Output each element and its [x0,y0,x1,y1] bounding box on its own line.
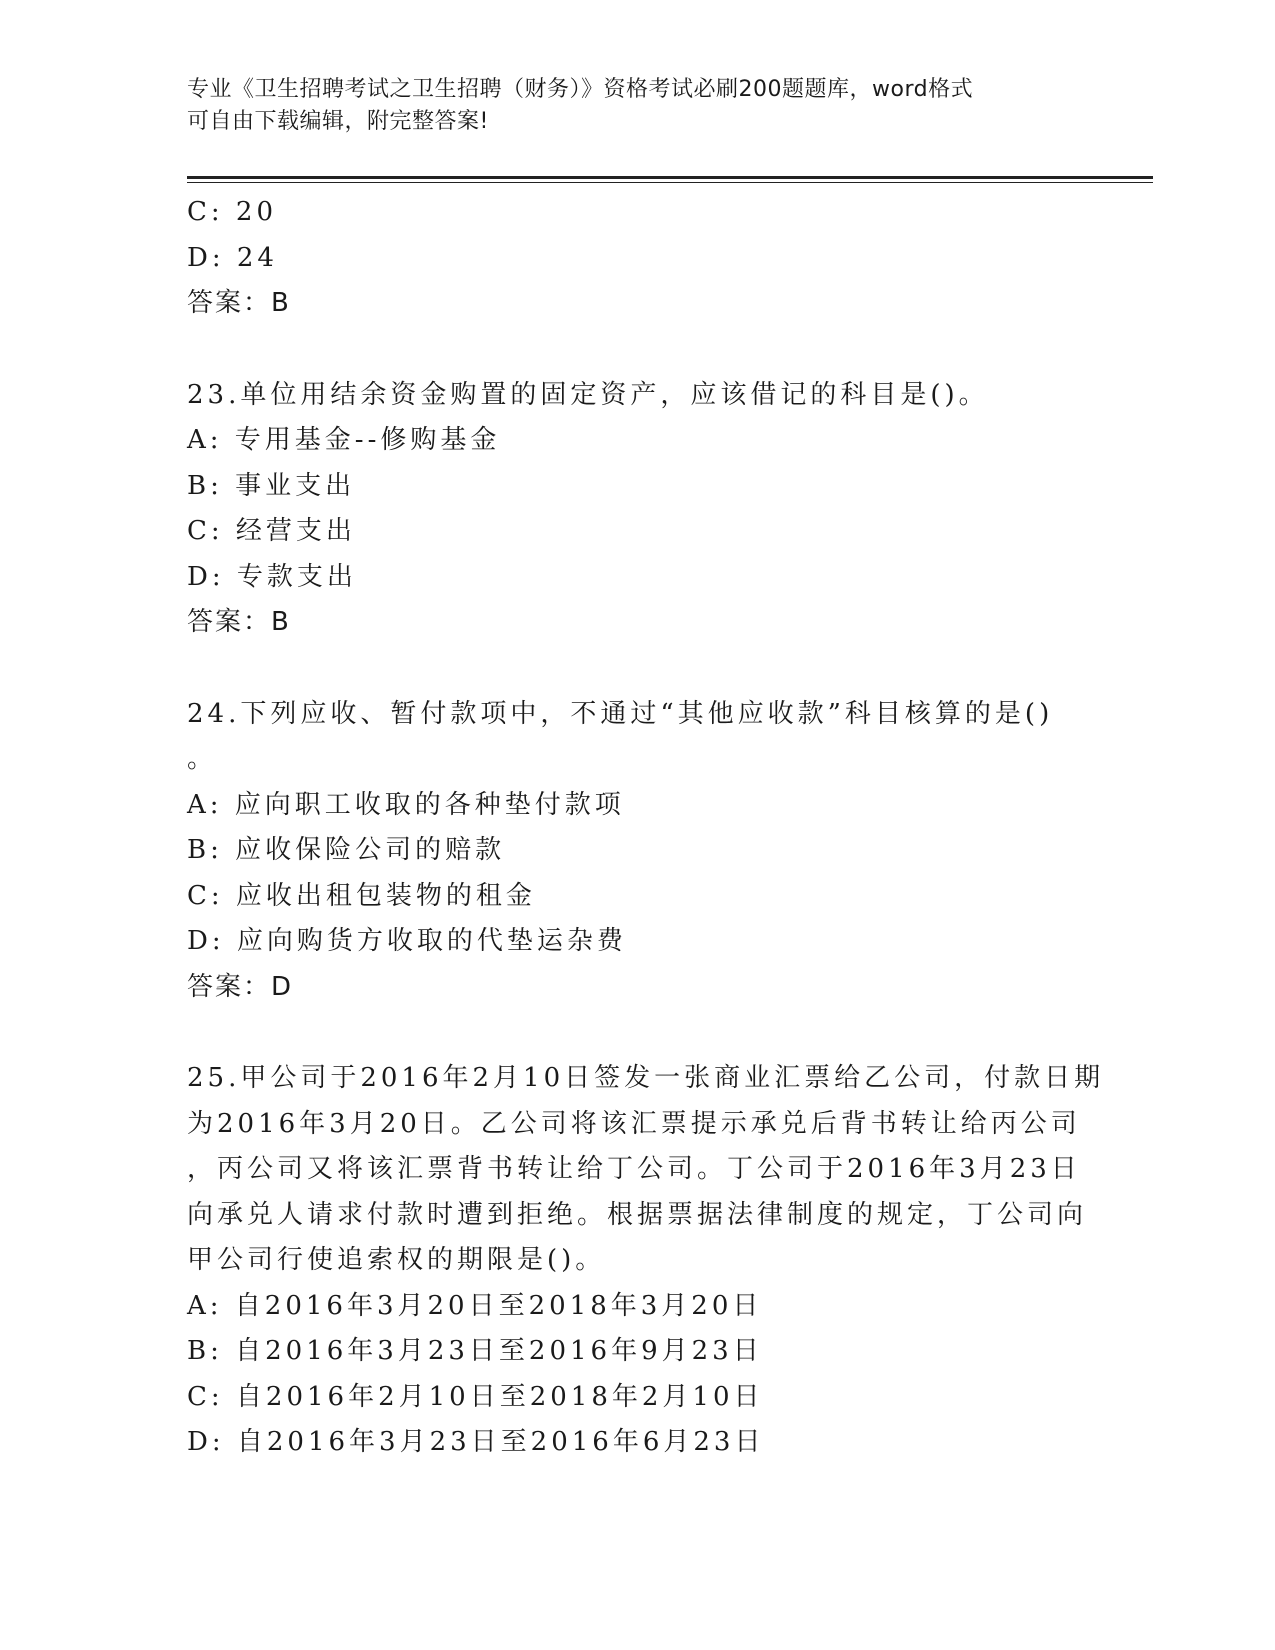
q22-option-d: D: 24 [187,242,278,273]
header-title-line-1: 专业《卫生招聘考试之卫生招聘（财务）》资格考试必刷200题题库，word格式 [187,77,974,102]
q23-question: 23.单位用结余资金购置的固定资产，应该借记的科目是()。 [187,379,989,410]
q24-option-b: B: 应收保险公司的赔款 [187,835,506,865]
q23-option-b: B: 事业支出 [187,470,356,501]
q25-question-line-1: 25.甲公司于2016年2月10日签发一张商业汇票给乙公司，付款日期 [187,1063,1105,1093]
q24-option-c: C: 应收出租包装物的租金 [187,880,536,911]
q24-answer: 答案：D [187,971,294,1002]
q25-option-b: B: 自2016年3月23日至2016年9月23日 [187,1336,763,1366]
header-divider-thin [187,182,1153,183]
q25-question-line-5: 甲公司行使追索权的期限是()。 [187,1245,606,1275]
q25-option-d: D: 自2016年3月23日至2016年6月23日 [187,1427,765,1457]
question-spacer [187,1010,1087,1056]
q22-answer: 答案：B [187,288,291,318]
question-list [187,190,1105,1466]
header-divider-thick [187,176,1153,179]
q24-option-a: A: 应向职工收取的各种垫付款项 [187,789,625,820]
q25-question-line-4: 向承兑人请求付款时遭到拒绝。根据票据法律制度的规定，丁公司向 [187,1199,1088,1230]
q25-question-line-2: 为2016年3月20日。乙公司将该汇票提示承兑后背书转让给丙公司 [187,1108,1081,1139]
q24-question-line-1: 24.下列应收、暂付款项中，不通过“其他应收款”科目核算的是() [187,698,1054,729]
q23-option-c: C: 经营支出 [187,516,356,546]
q24-option-d: D: 应向购货方收取的代垫运杂费 [187,926,627,956]
q25-question-line-3: ，丙公司又将该汇票背书转让给丁公司。丁公司于2016年3月23日 [187,1154,1081,1184]
question-spacer [187,646,1087,692]
document-header [187,74,1067,138]
header-title-line-2: 可自由下载编辑，附完整答案! [187,109,489,134]
q23-option-d: D: 专款支出 [187,561,357,592]
q23-answer: 答案：B [187,607,291,637]
q25-option-a: A: 自2016年3月20日至2018年3月20日 [187,1290,763,1321]
q24-question-line-2: 。 [187,744,218,774]
q25-option-c: C: 自2016年2月10日至2018年2月10日 [187,1381,764,1412]
question-spacer [187,327,1087,373]
q23-option-a: A: 专用基金--修购基金 [187,425,501,455]
q22-option-c: C: 20 [187,197,278,227]
